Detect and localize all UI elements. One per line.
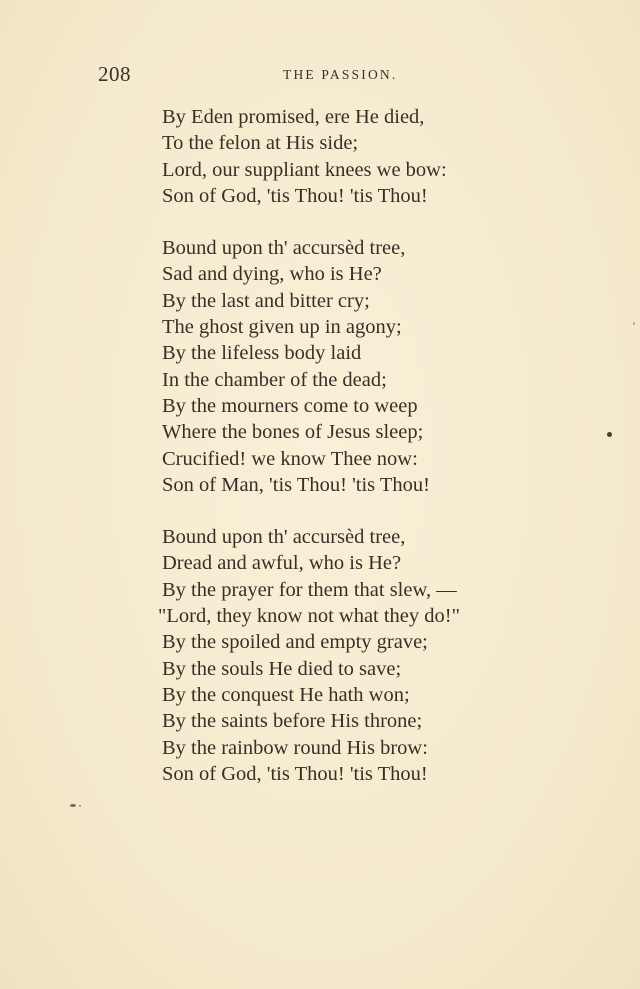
- poem-line: By the last and bitter cry;: [162, 289, 370, 312]
- running-head: THE PASSION.: [283, 67, 398, 82]
- poem-line: By the prayer for them that slew, —: [162, 578, 457, 601]
- poem-line: By the conquest He hath won;: [162, 683, 410, 706]
- poem-line: By the rainbow round His brow:: [162, 736, 428, 759]
- poem-line: Bound upon th' accursèd tree,: [162, 526, 406, 549]
- poem-line: In the chamber of the dead;: [162, 368, 387, 391]
- stanza-2: [162, 235, 612, 498]
- ink-speck: [79, 805, 81, 807]
- poem-line: To the felon at His side;: [162, 132, 359, 155]
- page-number: 208: [98, 62, 131, 86]
- poem-line: The ghost given up in agony;: [162, 316, 402, 339]
- poem-line: Bound upon th' accursèd tree,: [162, 237, 406, 260]
- poem: [158, 104, 612, 813]
- poem-line: By the spoiled and empty grave;: [162, 631, 428, 654]
- stanza-1: [162, 104, 612, 209]
- poem-line: Son of God, 'tis Thou! 'tis Thou!: [162, 184, 428, 207]
- poem-line: "Lord, they know not what they do!": [158, 605, 460, 628]
- stanza-3: [158, 524, 612, 787]
- poem-line: Dread and awful, who is He?: [162, 552, 402, 575]
- poem-line: Sad and dying, who is He?: [162, 263, 382, 286]
- poem-line: By Eden promised, ere He died,: [162, 106, 425, 128]
- ink-speck: [607, 432, 612, 437]
- poem-line: By the souls He died to save;: [162, 657, 402, 680]
- poem-line: By the lifeless body laid: [162, 342, 362, 365]
- poem-line: By the saints before His throne;: [162, 710, 423, 733]
- poem-line: Son of God, 'tis Thou! 'tis Thou!: [162, 762, 428, 785]
- poem-line: Where the bones of Jesus sleep;: [162, 421, 424, 444]
- page-edge-mark: [633, 322, 635, 325]
- page-header: [0, 60, 640, 90]
- poem-line: Lord, our suppliant knees we bow:: [162, 158, 447, 181]
- ink-speck: [70, 804, 76, 807]
- poem-line: By the mourners come to weep: [162, 394, 418, 417]
- poem-line: Crucified! we know Thee now:: [162, 447, 418, 470]
- poem-line: Son of Man, 'tis Thou! 'tis Thou!: [162, 473, 431, 496]
